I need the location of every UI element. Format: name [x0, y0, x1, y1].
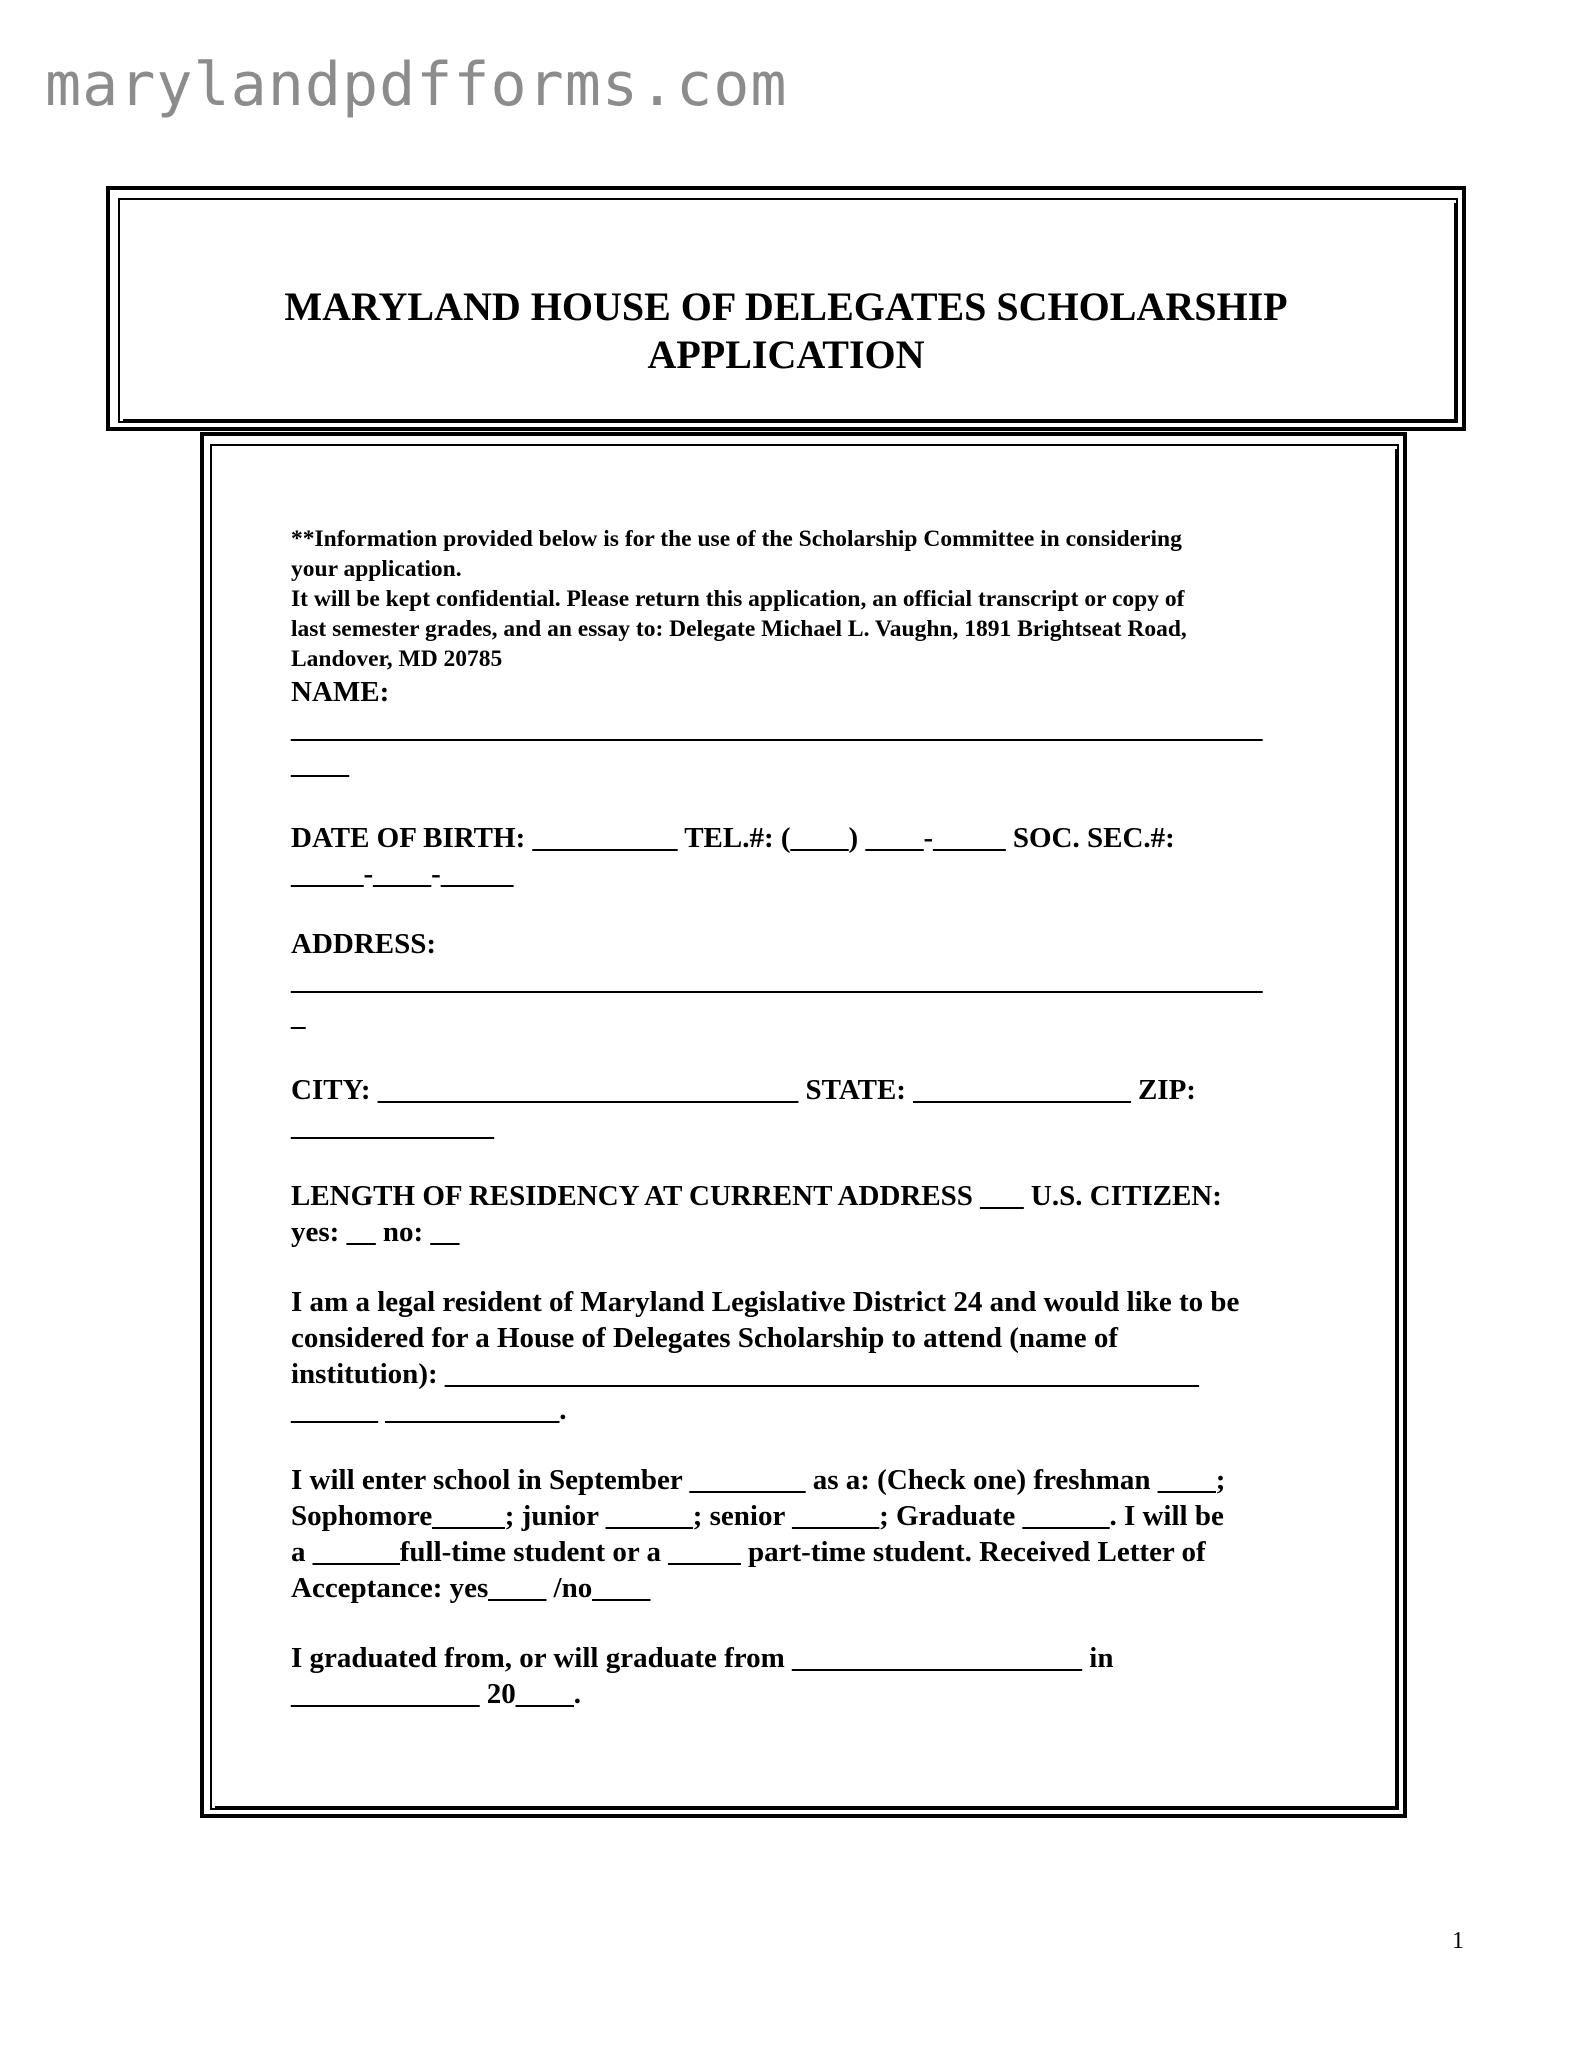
name-field[interactable]	[291, 674, 1341, 782]
institution-blank[interactable]: institution): ____________________________________________________	[291, 1358, 1199, 1390]
dob-tel-ssn-field[interactable]	[291, 820, 1341, 892]
name-label: NAME:	[291, 676, 390, 708]
legal-resident-line: I am a legal resident of Maryland Legislative District 24 and would like to be	[291, 1286, 1240, 1318]
name-blank[interactable]: ___________________________________________________________________	[291, 712, 1263, 744]
city-state-zip-line[interactable]: CITY: _____________________________ STATE: _______________ ZIP:	[291, 1074, 1196, 1106]
site-watermark: marylandpdfforms.com	[45, 50, 788, 120]
form-title-line-2: APPLICATION	[647, 332, 925, 377]
intro-instructions	[291, 524, 1341, 674]
name-blank-continued[interactable]: ____	[291, 748, 349, 780]
enrollment-line[interactable]: I will enter school in September ________ as a: (Check one) freshman ____;	[291, 1464, 1226, 1496]
title-box	[106, 186, 1466, 431]
address-field[interactable]	[291, 926, 1341, 1034]
intro-line: your application.	[291, 556, 462, 582]
institution-blank-continued[interactable]: ______ ____________.	[291, 1394, 567, 1426]
legal-resident-line: considered for a House of Delegates Scholarship to attend (name of	[291, 1322, 1118, 1354]
enrollment-line[interactable]: a ______full-time student or a _____ part-time student. Received Letter of	[291, 1536, 1206, 1568]
intro-line: **Information provided below is for the use of the Scholarship Committee in considering	[291, 526, 1182, 552]
intro-line: last semester grades, and an essay to: Delegate Michael L. Vaughn, 1891 Brightseat Road,	[291, 616, 1187, 642]
address-blank-continued[interactable]: _	[291, 1000, 306, 1032]
page-number: 1	[1452, 1928, 1464, 1954]
form-content	[291, 524, 1341, 1712]
graduation-line[interactable]: I graduated from, or will graduate from ____________________ in	[291, 1642, 1114, 1674]
intro-line: It will be kept confidential. Please return this application, an official transcript or copy of	[291, 586, 1185, 612]
enrollment-line[interactable]: Sophomore_____; junior ______; senior ______; Graduate ______. I will be	[291, 1500, 1224, 1532]
graduation-field[interactable]	[291, 1640, 1341, 1712]
enrollment-field[interactable]	[291, 1462, 1341, 1606]
legal-resident-statement[interactable]	[291, 1284, 1341, 1428]
city-state-zip-field[interactable]	[291, 1072, 1341, 1144]
form-title	[110, 283, 1462, 379]
address-blank[interactable]: ___________________________________________________________________	[291, 964, 1263, 996]
residency-line[interactable]: LENGTH OF RESIDENCY AT CURRENT ADDRESS ___ U.S. CITIZEN:	[291, 1180, 1222, 1212]
form-title-line-1: MARYLAND HOUSE OF DELEGATES SCHOLARSHIP	[284, 284, 1288, 329]
citizen-yes-no[interactable]: yes: __ no: __	[291, 1216, 460, 1248]
intro-line: Landover, MD 20785	[291, 646, 503, 672]
dob-tel-ssn-line[interactable]: DATE OF BIRTH: __________ TEL.#: (____) ____-_____ SOC. SEC.#:	[291, 822, 1175, 854]
acceptance-line[interactable]: Acceptance: yes____ /no____	[291, 1572, 651, 1604]
zip-blank[interactable]: ______________	[291, 1110, 494, 1142]
ssn-blank[interactable]: _____-____-_____	[291, 858, 514, 890]
residency-citizen-field[interactable]	[291, 1178, 1341, 1250]
address-label: ADDRESS:	[291, 928, 437, 960]
graduation-year-line[interactable]: _____________ 20____.	[291, 1678, 581, 1710]
